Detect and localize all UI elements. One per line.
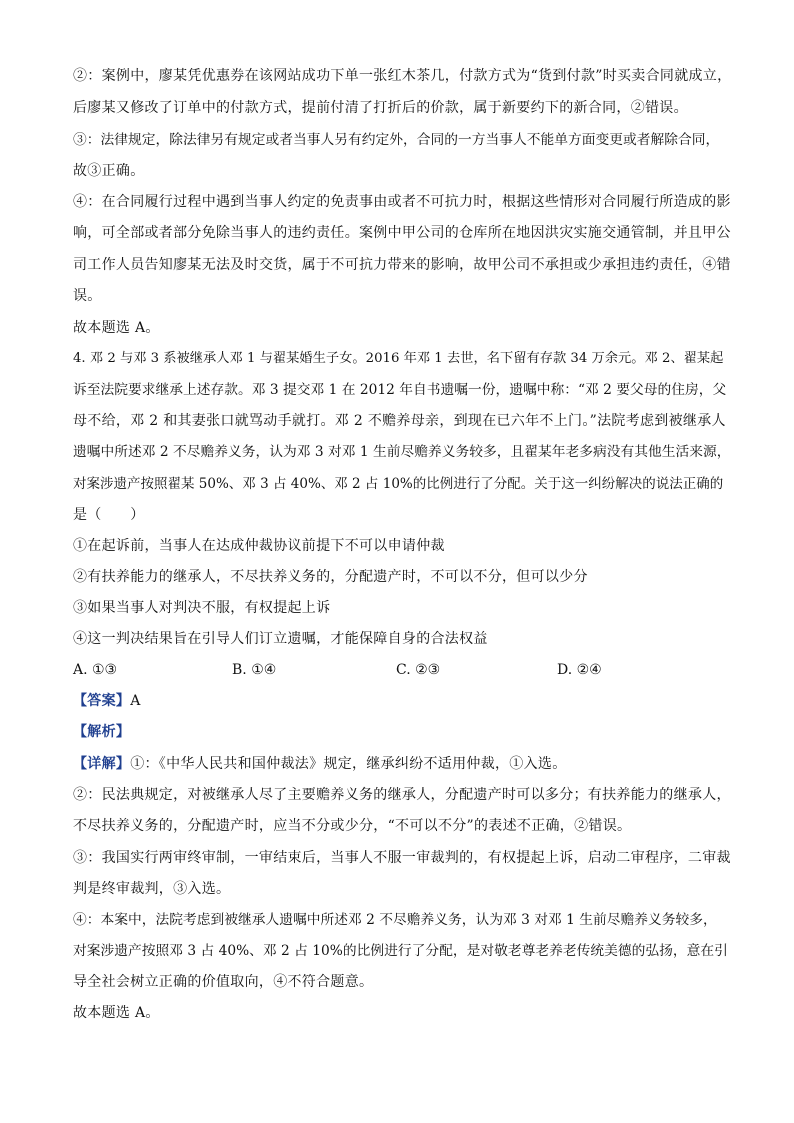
text-line: 响，可全部或者部分免除当事人的违约责任。案例中甲公司的仓库所在地因洪灾实施交通管制，并且甲公 [73,225,731,241]
detail-line: ④：本案中，法院考虑到被继承人遗嘱中所述邓 2 不尽赡养义务，认为邓 3 对邓 1 生前尽赡养义务较多， [73,912,717,928]
analysis-line [73,722,733,742]
conclusion-text: 故本题选 A。 [73,320,160,336]
answer-value: A [130,693,141,709]
question-stem-line: 诉至法院要求继承上述存款。邓 3 提交邓 1 在 2012 年自书遗嘱一份，遗嘱中称：“邓 2 要父母的住房，父 [73,382,727,398]
text-line: 故③正确。 [73,163,145,179]
text-line: ③：法律规定，除法律另有规定或者当事人另有约定外，合同的一方当事人不能单方面变更或者解除合同， [73,132,720,148]
choice-a: A. ①③ [73,662,118,678]
answer-line [73,691,733,711]
detail-line: 判是终审裁判，③入选。 [73,881,231,897]
detail-tag: 【详解】 [73,756,131,772]
question-stem-line: 对案涉遗产按照翟某 50%、邓 3 占 40%、邓 2 占 10%的比例进行了分配。关于这一纠纷解决的说法正确的 [73,476,724,492]
statement-4: ④这一判决结果旨在引导人们订立遗嘱，才能保障自身的合法权益 [73,631,488,647]
detail-line: ②：民法典规定，对被继承人尽了主要赡养义务的继承人，分配遗产时可以多分；有扶养能力的继承人， [73,787,731,803]
choice-b: B. ①④ [232,662,277,678]
text-line: ②：案例中，廖某凭优惠券在该网站成功下单一张红木茶几，付款方式为“货到付款”时买卖合同就成立， [73,68,732,84]
detail-line: 对案涉遗产按照邓 3 占 40%、邓 2 占 10%的比例进行了分配，是对敬老尊老养老传统美德的弘扬，意在引 [73,943,728,959]
statement-2: ②有扶养能力的继承人，不尽扶养义务的，分配遗产时，不可以不分，但可以少分 [73,569,588,585]
choice-d: D. ②④ [557,662,602,678]
question-stem-line: 母不给，邓 2 和其妻张口就骂动手就打。邓 2 不赡养母亲，到现在已六年不上门。”法院考虑到被继承人 [73,413,726,429]
detail-line [73,754,733,774]
statement-3: ③如果当事人对判决不服，有权提起上诉 [73,600,331,616]
detail-line: 导全社会树立正确的价值取向，④不符合题意。 [73,974,374,990]
detail-line: ③：我国实行两审终审制，一审结束后，当事人不服一审裁判的，有权提起上诉，启动二审程序，二审裁 [73,850,731,866]
detail-text: ①：《中华人民共和国仲裁法》规定，继承纠纷不适用仲裁，①入选。 [130,756,567,772]
answer-tag: 【答案】 [73,693,131,709]
question-stem-line: 4. 邓 2 与邓 3 系被继承人邓 1 与翟某婚生子女。2016 年邓 1 去世，名下留有存款 34 万余元。邓 2、翟某起 [73,351,724,366]
text-line: 后廖某又修改了订单中的付款方式，提前付清了打折后的价款，属于新要约下的新合同，②错误。 [73,100,688,116]
text-line: ④：在合同履行过程中遇到当事人约定的免责事由或者不可抗力时，根据这些情形对合同履行所造成的影 [73,194,731,210]
analysis-tag: 【解析】 [73,724,131,740]
text-line: 司工作人员告知廖某无法及时交货，属于不可抗力带来的影响，故甲公司不承担或少承担违约责任，④错 [73,257,731,273]
conclusion-text: 故本题选 A。 [73,1005,160,1021]
choice-c: C. ②③ [396,662,441,678]
question-stem-line: 遗嘱中所述邓 2 不尽赡养义务，认为邓 3 对邓 1 生前尽赡养义务较多，且翟某年老多病没有其他生活来源， [73,444,731,460]
statement-1: ①在起诉前，当事人在达成仲裁协议前提下不可以申请仲裁 [73,538,445,554]
text-line: 误。 [73,288,102,304]
question-stem-line: 是（ ） [73,507,145,523]
detail-line: 不尽扶养义务的，分配遗产时，应当不分或少分，“不可以不分”的表述不正确，②错误。 [73,818,632,834]
